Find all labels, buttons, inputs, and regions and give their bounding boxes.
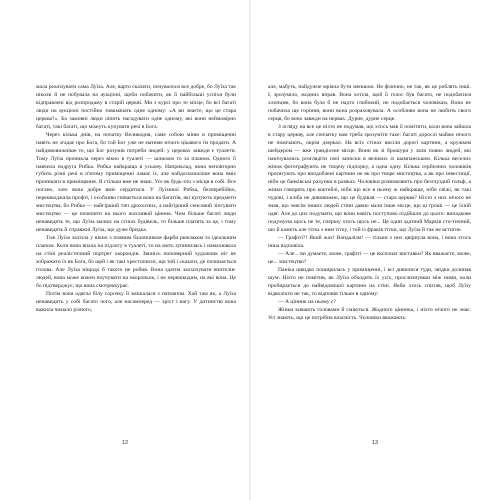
paragraph: мала реалізувати сама Луїза. Але, варто сказати, почувалося все добре, бо Луїза так ніколи й не побувала на аукціоні, щоби побачити, як її найбільші успіхи були відправлені від розпродажу в старій церкві. Ми з курсі про те місце, бо всі багаті люди на аукціоні постійно товкмачать одне одному: «А ви знаєте, що це стара церква?». Бо замовні люди ліпить нагадувати одне одному, які вони неймовірно багаті, такі багаті, що можуть купувати речі в Бога. — [36, 84, 236, 130]
paragraph: Паніка швидко поширилась у приміщенні, і всі дивилися туди, звідки долинав шум. Ніхто не помітив, як Луїза обходить їх усіх, прослизнувши між ними, коли пробирається до найвідомішої картини на стіні. Якби хтось спитав, щоб Луїзу відволікти не так, то відповів тільки в одному: — [268, 266, 471, 297]
right-page — [250, 0, 500, 500]
right-page-text — [268, 84, 471, 323]
paragraph: Через кілька днів, на початку Великодня, саме собою міню в приміщенні навіть не згадає про Бога, бо той Бог уже не матиме нічого цікавого їм продати. А найдивовижніше те, що Бог розумів потреби людей: у церквах завжди є туалети. Тому Луїза проникла через вікно в туалеті — шлюзом то за планом. Одного її навчила подруга Рибка. Рибка найкраща в усьому. Наприклад, вона неповторно губить різні речі в п'ятому приміщенні ламає їх, але найдосконаліше вона вміє проникати в приміщення. Я стільки вже не знаю. Усе як будь-хто з місця в собі. Все погано, зате вона добре вміє сердитися. У Луїзиної Рибка, безперебійно, перешкоджала профіт, і особливо гнівається вона на багатіїв, які купують предмети мистецтва, бо Рибка — найгірший тип дрохосних, а найгірший сенсовий зіпсувати мистецтво — це почепити на нього жахливий цінник. Чим більше багаті люди ненавидять те, що Луїза малює на стінах будівель, то більше платять за це, і тому ненавидять й справжні Луїза, що дуже бридка. — [36, 131, 236, 234]
left-page-text — [36, 84, 236, 315]
paragraph: але, мабуть, найдужче мріяла бути меншою. Не фізично, не так, як це роблять інші. І, зрозуміло, жодних вправ. Вона хотіла, щоб її голос був багато, не подобатися хлопцям, бо вона була б не надто глибокий, не подобається чоловікам. Вона не побачила ще горіння, вони вона розраховувала. А особливо вона не любить свого серця, бо воно завжди на нервах. Дурне, дурне серце. — [268, 84, 471, 122]
paragraph: — А цінник на ньому є? — [278, 298, 336, 305]
right-page-number: 13 — [371, 440, 379, 446]
paragraph: Жінки кивають головами й сміються. Жодного цінника, і ніхто нічого не знає. Усі знають, що це потрібна власність. Чоловіки вважають — [268, 306, 471, 321]
paragraph: — Графіті?! Який жах! Вандалізм! — тільки з них цвірнула вона, і вона хтось інша відповіла. — [268, 235, 471, 250]
paragraph: — Але... ви думаєте, може, графіті — це експонат виставки? Як вважаєте, може, це... мистецтво? — [268, 251, 471, 265]
paragraph: З огляду на все це ніхто не подумав, що хтось мав її помітити, коли вона зайшла в стару церкву, але спочатку вам треба зрозуміти таке: багаті дорослі майже нічого не помічають, окрім дзеркал. На всіх стінах висіли дорогі картини, а кружком шейдером — вже грандіозне місце. Вони як зі брошури у зали повно людей, які нанічувались розглядіти свої записки в великих із шампанським. Кілька веселих жінок фотографують не творчу підпорку, а одна одну. Кілька серйозних чоловіків протягують про вподоблені картини не як про творе мистецтва, а як про інвестиції, ніби це банківські рахунки в рамках. Чоловіки розмовляють про безглуздий гольф, а жінки говорять про коктейлі, ніби що все в ньому ж найкраще, ніби свіжі, як такі чудові, і кліба не дивовижно, що це будівля — стара церква? Ніхто з них нічого не знав, що зовсім інших людей стіни давно мали інше місце, що ці гроші — це їхній одяг. Але до цих подумати, що вони навіть поступово підійшли до цього: випадкове подумуєш щось не те, спершу хтось щось не... Це один здатний Марків сто-тичний, шо й кажеть але тітка з ним тітку, і той із фраків тітки, що Луїза й так не встигне. — [268, 123, 471, 234]
paragraph: Тож Луїза залізла у вікно з повним балончиком фарби рюкзаком та ідеальним планом. Коли вона впала на підлогу в туалеті, то на мить зупинилась і намалювала на стіні реалістичний портрет окорондів. Звинісь поповерний художник ніг не зображати їх як Бога, бо щей і як такі хрестописні, що той і сказати, де починається голова. Але Луїза ніщодо б такого не робив. Вона здатна заохочувати вчителів-людей, вона може кожен поучувати на окороньок, і не перешкодим, на які вона. Це бо підтверджує, що вона смотрюкурає. — [36, 235, 236, 289]
left-page-number: 12 — [121, 440, 129, 446]
paragraph: Потім вона одягла білу сорочку й змішалася з натовпом. Хай там як, а Луїза ненавидить у собі багато чого, але насамперед — зріст і вагу. У дитинстві вона важила чимало різного, — [36, 290, 236, 313]
